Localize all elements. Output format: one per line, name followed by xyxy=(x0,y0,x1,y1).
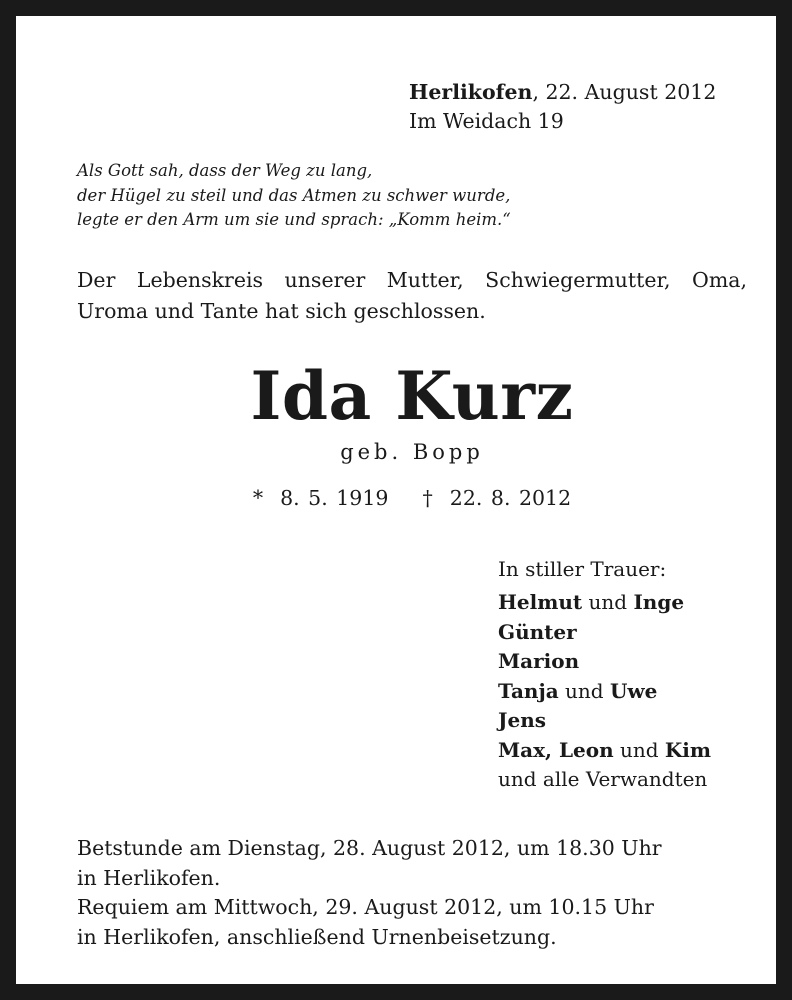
mourner-line xyxy=(498,677,711,707)
mourners-label: In stiller Trauer: xyxy=(498,557,667,581)
mourner-name: Helmut xyxy=(498,590,583,614)
quote-line: der Hügel zu steil und das Atmen zu schwer wurde, xyxy=(77,185,511,205)
mourner-name: Inge xyxy=(633,590,685,614)
place-date-line xyxy=(409,78,716,107)
mourner-name: Günter xyxy=(498,619,577,644)
quote-line: legte er den Arm um sie und sprach: „Komm heim.“ xyxy=(77,210,511,229)
mourner-name: Marion xyxy=(498,649,580,673)
date: , 22. August 2012 xyxy=(532,80,717,104)
mourners-list xyxy=(498,588,711,795)
mourner-line xyxy=(498,736,711,766)
service-line: Requiem am Mittwoch, 29. August 2012, um 10.15 Uhr xyxy=(77,895,654,919)
mourner-connector: und xyxy=(558,678,610,703)
header xyxy=(409,78,716,136)
mourner-line xyxy=(498,706,711,736)
deceased-name: Ida Kurz xyxy=(250,357,574,435)
birth-name: geb. Bopp xyxy=(340,440,484,464)
service-line: Betstunde am Dienstag, 28. August 2012, um 18.30 Uhr xyxy=(77,836,662,860)
mourner-connector: und alle Verwandten xyxy=(498,767,708,791)
mourner-connector: und xyxy=(613,737,665,762)
mourner-name: Kim xyxy=(664,737,712,762)
mourner-line xyxy=(498,588,711,618)
mourner-line xyxy=(498,618,711,648)
mourner-connector: und xyxy=(582,590,634,614)
mourner-line xyxy=(498,647,711,677)
intro-text: Der Lebenskreis unserer Mutter, Schwiegermutter, Oma, Uroma und Tante hat sich geschlossen. xyxy=(77,268,747,323)
service-line: in Herlikofen, anschließend Urnenbeisetzung. xyxy=(77,924,557,949)
mourner-name: Max, Leon xyxy=(498,737,614,762)
mourner-name: Tanja xyxy=(498,678,559,703)
life-dates: * 8. 5. 1919 † 22. 8. 2012 xyxy=(252,486,572,510)
service-line: in Herlikofen. xyxy=(77,865,221,890)
mourner-name: Uwe xyxy=(609,678,658,703)
place: Herlikofen xyxy=(409,80,533,104)
quote xyxy=(77,159,511,233)
mourner-name: Jens xyxy=(498,708,546,732)
quote-line: Als Gott sah, dass der Weg zu lang, xyxy=(77,161,373,180)
service-info xyxy=(77,834,662,952)
address: Im Weidach 19 xyxy=(409,109,564,133)
mourner-line xyxy=(498,765,711,795)
